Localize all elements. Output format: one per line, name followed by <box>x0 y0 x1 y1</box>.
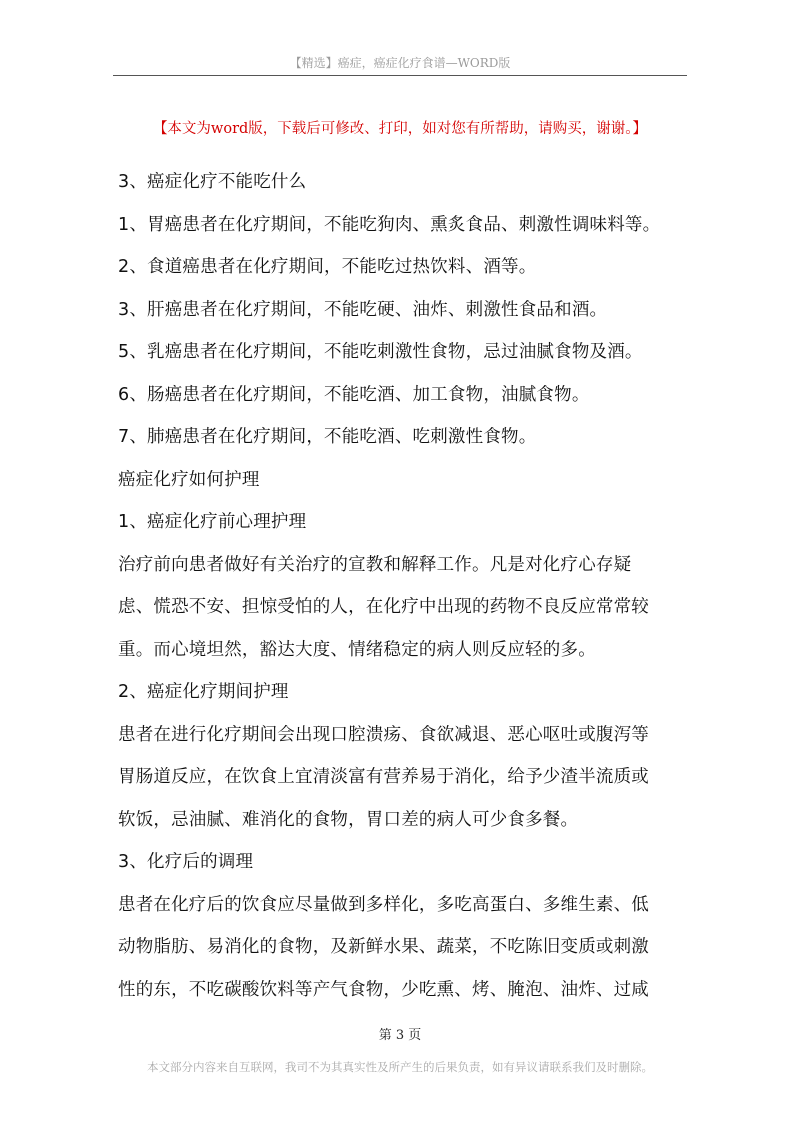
page-header: 【精选】癌症，癌症化疗食谱—WORD版 <box>289 56 511 70</box>
subheading-after: 3、化疗后的调理 <box>118 852 254 872</box>
list-item: 7、肺癌患者在化疗期间，不能吃酒、吃刺激性食物。 <box>118 427 537 447</box>
list-item: 3、肝癌患者在化疗期间，不能吃硬、油炸、刺激性食品和酒。 <box>118 299 608 320</box>
subheading-during: 2、癌症化疗期间护理 <box>118 682 289 702</box>
paragraph-line: 软饭，忌油腻、难消化的食物，胃口差的病人可少食多餐。 <box>118 809 579 830</box>
heading-not-eat: 3、癌症化疗不能吃什么 <box>118 172 307 192</box>
header-divider <box>113 75 687 76</box>
paragraph-line: 胃肠道反应，在饮食上宜清淡富有营养易于消化，给予少渣半流质或 <box>118 767 649 787</box>
paragraph-line: 重。而心境坦然，豁达大度、情绪稳定的病人则反应轻的多。 <box>118 639 596 660</box>
paragraph-line: 患者在化疗后的饮食应尽量做到多样化，多吃高蛋白、多维生素、低 <box>118 894 649 915</box>
paragraph-line: 治疗前向患者做好有关治疗的宣教和解释工作。凡是对化疗心存疑 <box>118 554 632 575</box>
heading-nursing: 癌症化疗如何护理 <box>118 469 260 490</box>
list-item: 5、乳癌患者在化疗期间，不能吃刺激性食物，忌过油腻食物及酒。 <box>118 342 643 362</box>
download-notice: 【本文为word版，下载后可修改、打印，如对您有所帮助，请购买，谢谢。】 <box>152 121 648 137</box>
paragraph-line: 患者在进行化疗期间会出现口腔溃疡、食欲减退、恶心呕吐或腹泻等 <box>118 724 649 745</box>
footer-disclaimer: 本文部分内容来自互联网，我司不为其真实性及所产生的后果负责，如有异议请联系我们及时删除。 <box>147 1060 653 1074</box>
document-body <box>118 167 684 1017</box>
list-item: 2、食道癌患者在化疗期间，不能吃过热饮料、酒等。 <box>118 257 537 277</box>
list-item: 1、胃癌患者在化疗期间，不能吃狗肉、熏炙食品、刺激性调味料等。 <box>118 214 661 235</box>
paragraph-line: 虑、慌恐不安、担惊受怕的人，在化疗中出现的药物不良反应常常较 <box>118 597 649 617</box>
page-number: 第 3 页 <box>378 1028 422 1043</box>
paragraph-line: 动物脂肪、易消化的食物，及新鲜水果、蔬菜，不吃陈旧变质或刺激 <box>118 937 649 957</box>
paragraph-line: 性的东，不吃碳酸饮料等产气食物，少吃熏、烤、腌泡、油炸、过咸 <box>118 979 649 1000</box>
list-item: 6、肠癌患者在化疗期间，不能吃酒、加工食物，油腻食物。 <box>118 384 590 405</box>
subheading-before: 1、癌症化疗前心理护理 <box>118 512 307 532</box>
